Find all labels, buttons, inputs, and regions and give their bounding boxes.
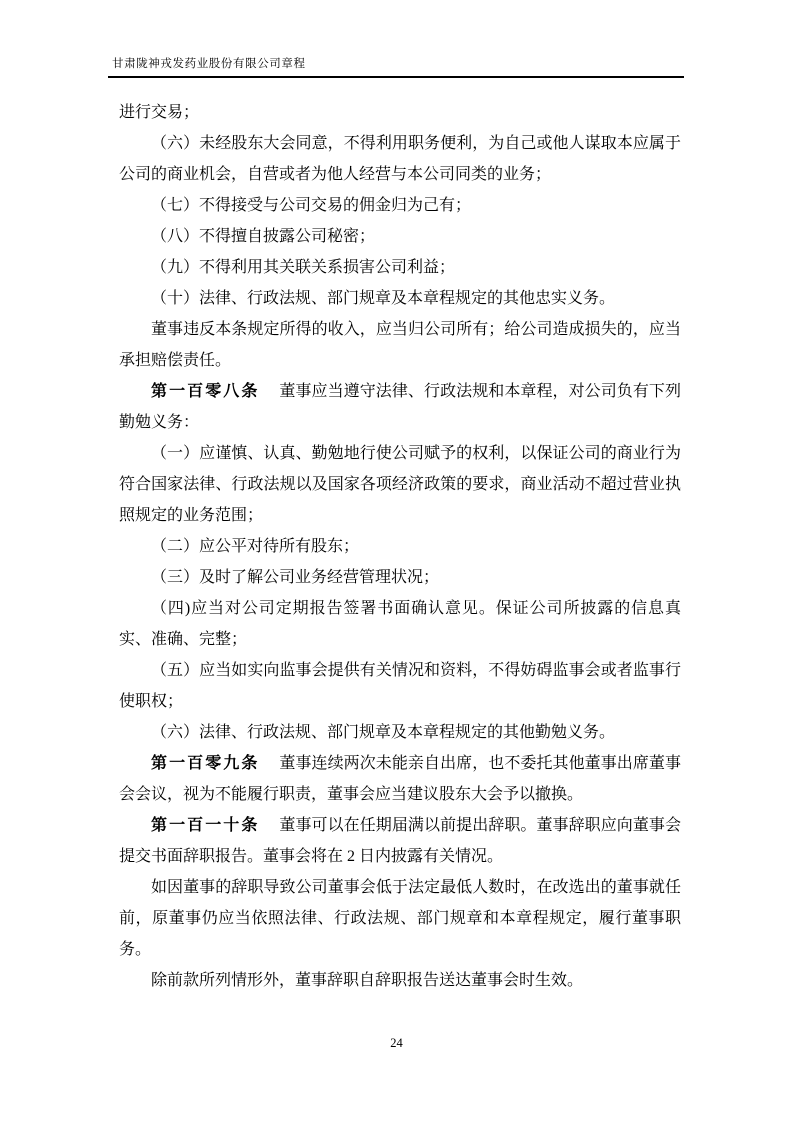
paragraph: 除前款所列情形外，董事辞职自辞职报告送达董事会时生效。 bbox=[151, 972, 584, 989]
paragraph: （九）不得利用其关联关系损害公司利益； bbox=[151, 259, 456, 276]
paragraph: 董事违反本条规定所得的收入，应当归公司所有；给公司造成损失的，应当承担赔偿责任。 bbox=[119, 321, 681, 369]
paragraph: （七）不得接受与公司交易的佣金归为己有； bbox=[151, 197, 472, 214]
document-title: 甘肃陇神戎发药业股份有限公司章程 bbox=[112, 58, 306, 70]
article-paragraph: 第一百一十条 董事可以在任期届满以前提出辞职。董事辞职应向董事会提交书面辞职报告。董事会将在 2 日内披露有关情况。 bbox=[119, 817, 681, 865]
page-footer bbox=[0, 1036, 793, 1051]
paragraph: （十）法律、行政法规、部门规章及本章程规定的其他忠实义务。 bbox=[151, 290, 616, 307]
article-paragraph: 第一百零九条 董事连续两次未能亲自出席，也不委托其他董事出席董事会会议，视为不能履行职责，董事会应当建议股东大会予以撤换。 bbox=[119, 755, 681, 803]
page-header bbox=[108, 55, 684, 78]
document-body bbox=[119, 97, 681, 996]
paragraph: （一）应谨慎、认真、勤勉地行使公司赋予的权利，以保证公司的商业行为符合国家法律、行政法规以及国家各项经济政策的要求，商业活动不超过营业执照规定的业务范围； bbox=[119, 445, 681, 524]
paragraph: （三）及时了解公司业务经营管理状况； bbox=[151, 569, 440, 586]
paragraph: 进行交易； bbox=[119, 104, 200, 121]
paragraph: （二）应公平对待所有股东； bbox=[151, 538, 360, 555]
paragraph: （六）法律、行政法规、部门规章及本章程规定的其他勤勉义务。 bbox=[151, 724, 616, 741]
paragraph: （五）应当如实向监事会提供有关情况和资料，不得妨碍监事会或者监事行使职权； bbox=[119, 662, 681, 710]
article-paragraph: 第一百零八条 董事应当遵守法律、行政法规和本章程，对公司负有下列勤勉义务： bbox=[119, 383, 681, 431]
article-number: 第一百零九条 bbox=[151, 755, 260, 772]
paragraph: （六）未经股东大会同意，不得利用职务便利，为自己或他人谋取本应属于公司的商业机会，自营或者为他人经营与本公司同类的业务； bbox=[119, 135, 681, 183]
article-number: 第一百一十条 bbox=[151, 817, 260, 834]
paragraph: （八）不得擅自披露公司秘密； bbox=[151, 228, 376, 245]
page-number: 24 bbox=[390, 1036, 403, 1050]
paragraph: （四)应当对公司定期报告签署书面确认意见。保证公司所披露的信息真实、准确、完整； bbox=[119, 600, 681, 648]
article-number: 第一百零八条 bbox=[151, 383, 260, 400]
paragraph: 如因董事的辞职导致公司董事会低于法定最低人数时，在改选出的董事就任前，原董事仍应当依照法律、行政法规、部门规章和本章程规定，履行董事职务。 bbox=[119, 879, 681, 958]
